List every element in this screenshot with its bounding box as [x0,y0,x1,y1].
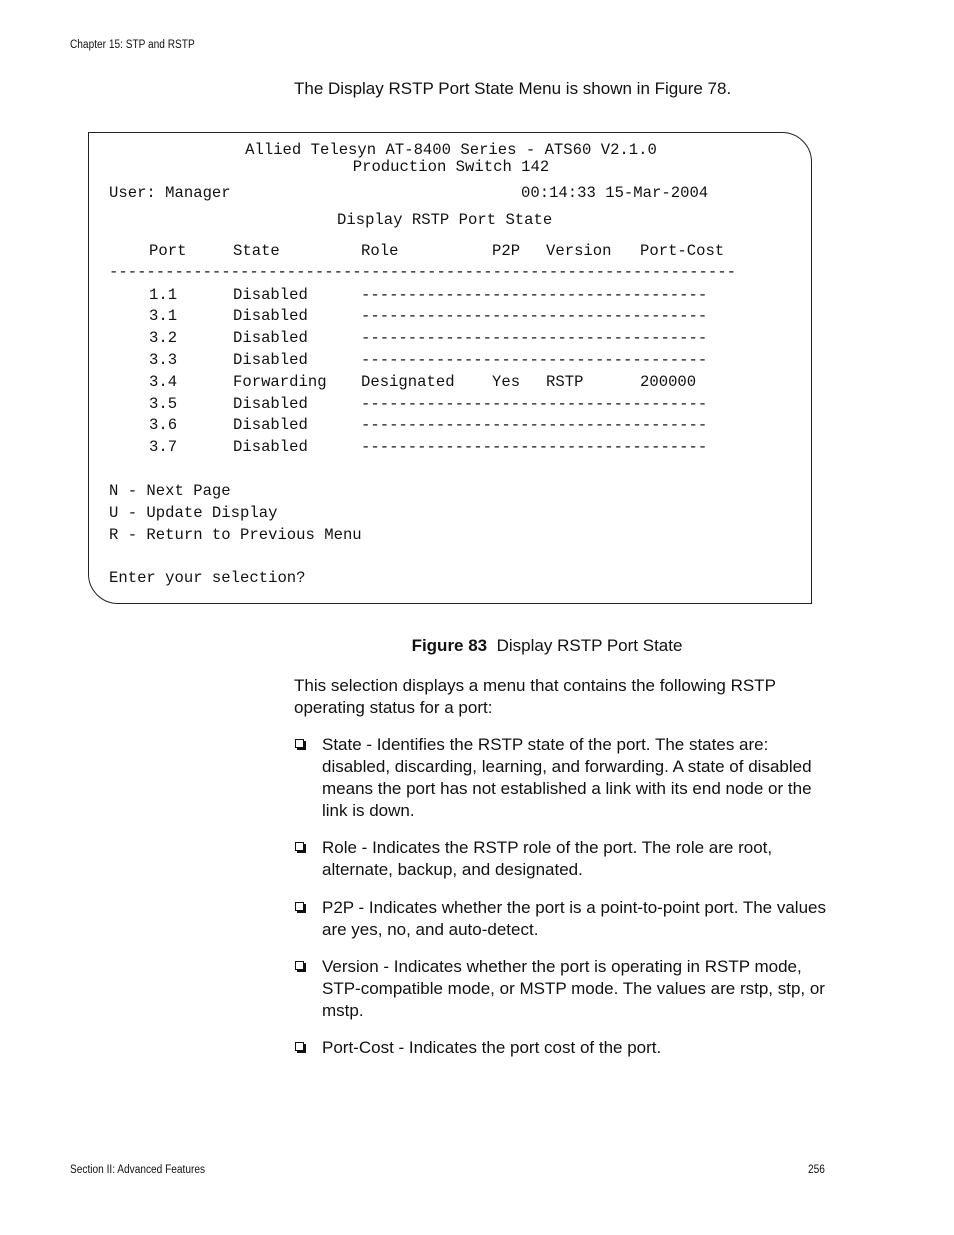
menu-title: Display RSTP Port State [337,211,553,229]
checkbox-bullet-icon [295,902,304,911]
state-cell: Disabled [233,416,308,434]
running-head: Chapter 15: STP and RSTP [70,39,195,51]
checkbox-bullet-icon [295,739,304,748]
list-item [294,897,834,941]
header-separator: ------------------------------------------------------------------- [109,263,736,281]
port-cell: 3.5 [149,395,178,413]
list-item-text: P2P - Indicates whether the port is a point-to-point port. The values are yes, no, and auto-detect. [322,898,826,939]
dash-fill: ------------------------------------- [361,438,708,456]
list-item-text: Role - Indicates the RSTP role of the port. The role are root, alternate, backup, and designated. [322,838,773,879]
list-item [294,734,834,822]
column-header-version: Version [546,242,612,260]
state-cell: Disabled [233,395,308,413]
state-cell: Disabled [233,286,308,304]
dash-fill: ------------------------------------- [361,329,708,347]
state-cell: Forwarding [233,373,327,391]
port-cell: 3.6 [149,416,178,434]
port-cell: 3.3 [149,351,178,369]
timestamp: 00:14:33 15-Mar-2004 [521,184,709,202]
menu-option-update-display[interactable]: U - Update Display [109,504,278,522]
terminal-title: Allied Telesyn AT-8400 Series - ATS60 V2.1.0 [245,141,657,159]
menu-option-next-page[interactable]: N - Next Page [109,482,231,500]
p2p-cell: Yes [492,373,521,391]
port-cell: 3.2 [149,329,178,347]
column-header-port-cost: Port-Cost [640,242,725,260]
checkbox-bullet-icon [295,961,304,970]
port-cell: 3.1 [149,307,178,325]
intro-text: The Display RSTP Port State Menu is shown in Figure 78. [294,79,732,98]
figure-label: Figure 83 [411,636,488,655]
dash-fill: ------------------------------------- [361,286,708,304]
figure-caption [0,636,954,656]
port-cell: 1.1 [149,286,178,304]
dash-fill: ------------------------------------- [361,416,708,434]
dash-fill: ------------------------------------- [361,395,708,413]
checkbox-bullet-icon [295,842,304,851]
user-label: User: Manager [109,184,231,202]
column-header-port: Port [149,242,187,260]
footer-section: Section II: Advanced Features [70,1164,206,1176]
list-item [294,837,834,881]
dash-fill: ------------------------------------- [361,307,708,325]
menu-option-return[interactable]: R - Return to Previous Menu [109,526,362,544]
state-cell: Disabled [233,351,308,369]
list-item-text: Port-Cost - Indicates the port cost of the port. [322,1038,662,1057]
port-cost-cell: 200000 [640,373,697,391]
column-header-role: Role [361,242,399,260]
port-cell: 3.7 [149,438,178,456]
terminal-screen [88,132,812,604]
column-header-p2p: P2P [492,242,521,260]
list-item-text: Version - Indicates whether the port is operating in RSTP mode, STP-compatible mode, or MSTP mode. The values are rstp, stp, or mstp. [322,957,825,1020]
state-cell: Disabled [233,307,308,325]
version-cell: RSTP [546,373,584,391]
state-cell: Disabled [233,329,308,347]
checkbox-bullet-icon [295,1042,304,1051]
state-cell: Disabled [233,438,308,456]
column-header-state: State [233,242,280,260]
terminal-subtitle: Production Switch 142 [352,158,550,176]
figure-title: Display RSTP Port State [496,636,683,655]
port-cell: 3.4 [149,373,178,391]
list-item [294,956,834,1022]
dash-fill: ------------------------------------- [361,351,708,369]
list-item-text: State - Identifies the RSTP state of the port. The states are: disabled, discarding, learning, and forwarding. A state of disabled means the port has not established a link with its end node or the link is down. [322,735,812,820]
selection-prompt[interactable]: Enter your selection? [109,569,306,587]
page-number: 256 [808,1164,825,1176]
list-item [294,1037,834,1059]
body-paragraph: This selection displays a menu that contains the following RSTP operating status for a port: [294,676,776,717]
role-cell: Designated [361,373,455,391]
